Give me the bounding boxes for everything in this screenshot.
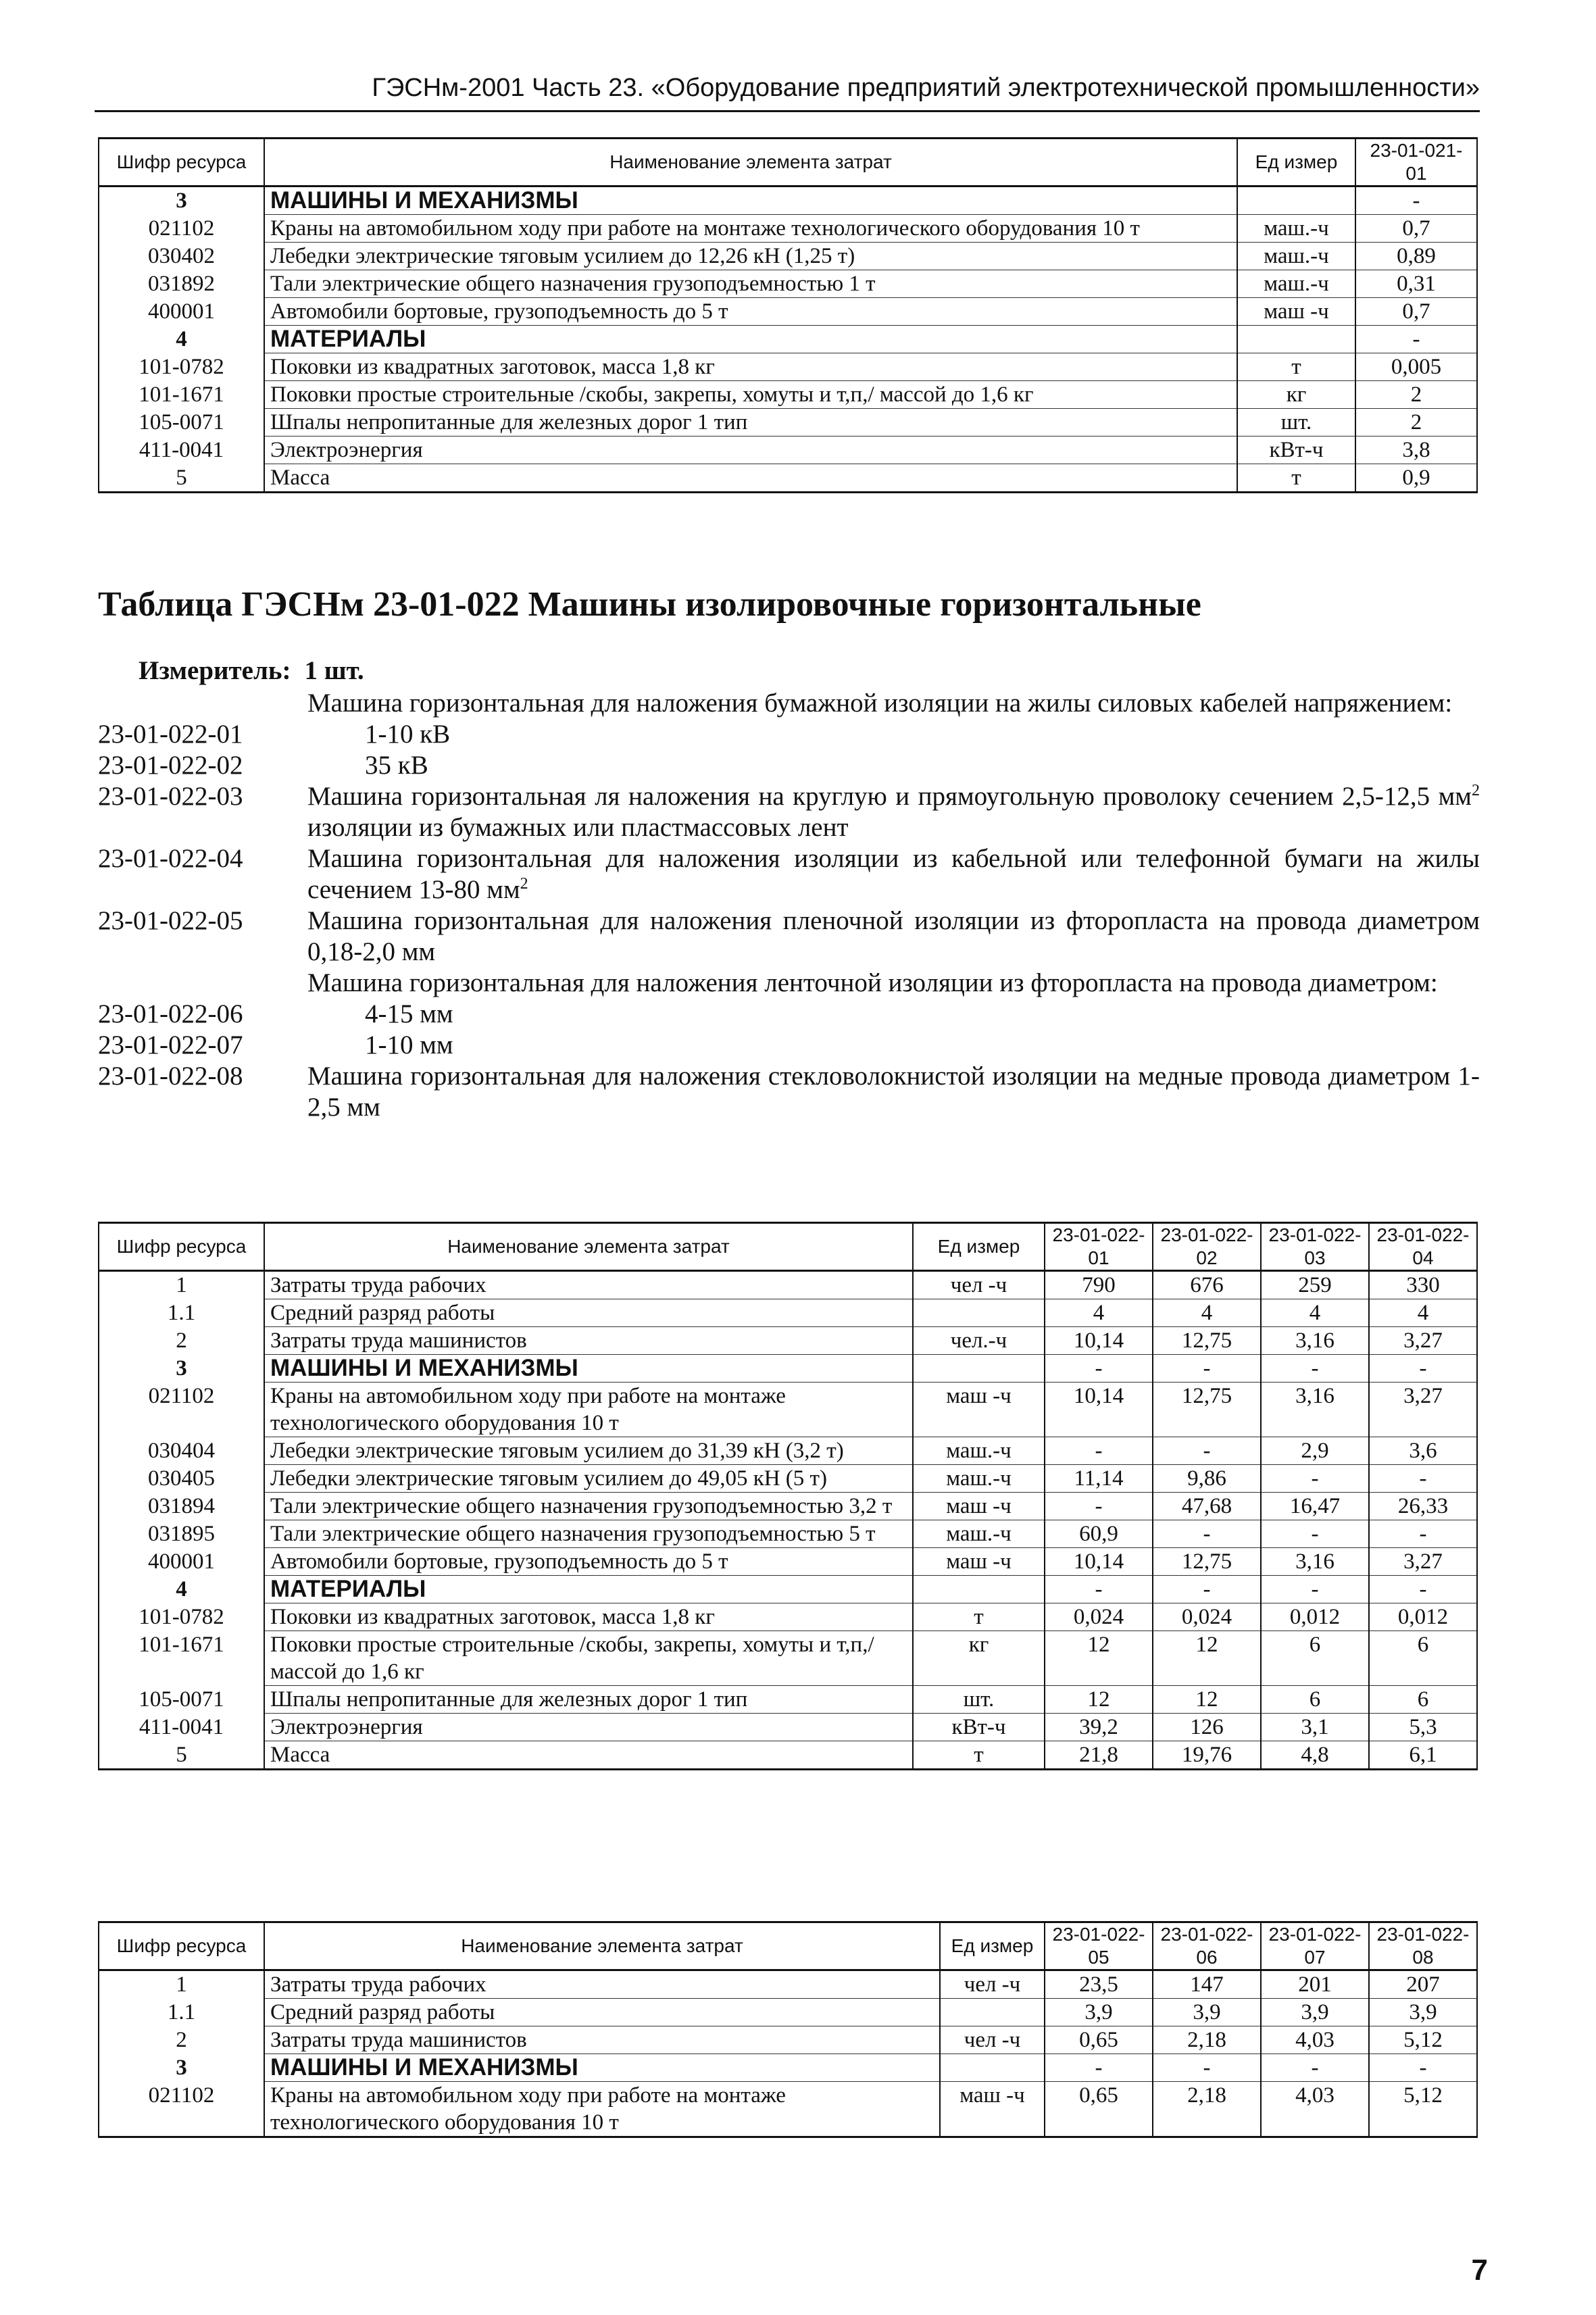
superscript: 2: [520, 875, 528, 893]
variant-description: [365, 999, 1480, 1030]
variant-code: 23-01-022-02: [98, 751, 243, 780]
value-cell: 10,14: [1045, 1383, 1153, 1437]
value-cell: 3,6: [1369, 1437, 1477, 1465]
value-cell: 0,012: [1369, 1603, 1477, 1631]
value-cell: 12,75: [1153, 1327, 1261, 1355]
value-cell: -: [1369, 1520, 1477, 1548]
page-number: 7: [1471, 2254, 1488, 2287]
resource-name: Масса: [264, 464, 1237, 493]
value-cell: 3,1: [1261, 1714, 1369, 1741]
value-cell: 60,9: [1045, 1520, 1153, 1548]
unit-cell: [1237, 186, 1355, 215]
variant-item: [98, 750, 1480, 781]
table-header-row: [99, 1922, 1477, 1970]
variant-description: [307, 781, 1480, 843]
value-cell: 2,9: [1261, 1437, 1369, 1465]
variant-text: 1-10 мм: [365, 1030, 453, 1060]
section-row: [99, 2054, 1477, 2082]
column-header: 23-01-022-05: [1045, 1922, 1153, 1970]
unit-cell: [1237, 326, 1355, 353]
value-cell: 0,9: [1355, 464, 1477, 493]
table-row: [99, 1299, 1477, 1327]
resource-name: Краны на автомобильном ходу при работе на монтаже технологического оборудования 10 т: [264, 2082, 940, 2137]
value-cell: 3,9: [1261, 1999, 1369, 2026]
value-cell: -: [1153, 2054, 1261, 2082]
resource-name: Поковки из квадратных заготовок, масса 1,8 кг: [264, 353, 1237, 381]
unit-cell: маш.-ч: [913, 1465, 1045, 1493]
value-cell: 4: [1261, 1299, 1369, 1327]
table-row: [99, 1493, 1477, 1520]
value-cell: 2,18: [1153, 2026, 1261, 2054]
unit-cell: маш -ч: [913, 1493, 1045, 1520]
value-cell: 2: [1355, 381, 1477, 409]
value-cell: 3,16: [1261, 1548, 1369, 1576]
value-cell: 6: [1369, 1686, 1477, 1714]
value-cell: 4,03: [1261, 2026, 1369, 2054]
value-cell: 0,89: [1355, 243, 1477, 270]
resource-code: 3: [99, 186, 264, 215]
resource-code: 5: [99, 1741, 264, 1770]
variant-text-tail: изоляции из бумажных или пластмассовых лент: [307, 813, 849, 842]
resource-name: МАТЕРИАЛЫ: [264, 326, 1237, 353]
resource-code: 030405: [99, 1465, 264, 1493]
table-row: [99, 1686, 1477, 1714]
variant-description: [365, 719, 1480, 750]
resource-name: Электроэнергия: [264, 1714, 913, 1741]
table-row: [99, 1548, 1477, 1576]
unit-cell: маш.-ч: [1237, 270, 1355, 298]
table-row: [99, 2026, 1477, 2054]
table-row: [99, 409, 1477, 437]
resource-name: Лебедки электрические тяговым усилием до 49,05 кН (5 т): [264, 1465, 913, 1493]
unit-cell: [913, 1576, 1045, 1603]
unit-cell: чел -ч: [913, 1271, 1045, 1299]
resource-code: 1: [99, 1271, 264, 1299]
resource-name: МАШИНЫ И МЕХАНИЗМЫ: [264, 186, 1237, 215]
value-cell: -: [1045, 1576, 1153, 1603]
section-row: [99, 186, 1477, 215]
value-cell: 0,65: [1045, 2026, 1153, 2054]
unit-cell: кВт-ч: [1237, 437, 1355, 464]
variant-code: 23-01-022-05: [98, 906, 243, 935]
resource-name: Средний разряд работы: [264, 1999, 940, 2026]
resource-code: 4: [99, 1576, 264, 1603]
value-cell: 3,9: [1153, 1999, 1261, 2026]
variant-item: [98, 719, 1480, 750]
resource-code: 411-0041: [99, 437, 264, 464]
unit-cell: т: [1237, 464, 1355, 493]
variant-description: [307, 843, 1480, 905]
variant-text: 1-10 кВ: [365, 720, 451, 749]
table-row: [99, 1437, 1477, 1465]
unit-cell: [940, 2054, 1045, 2082]
value-cell: 126: [1153, 1714, 1261, 1741]
value-cell: 26,33: [1369, 1493, 1477, 1520]
value-cell: 676: [1153, 1271, 1261, 1299]
value-cell: -: [1355, 186, 1477, 215]
value-cell: 330: [1369, 1271, 1477, 1299]
value-cell: 5,12: [1369, 2026, 1477, 2054]
unit-cell: чел -ч: [940, 2026, 1045, 2054]
unit-cell: маш -ч: [913, 1548, 1045, 1576]
section-row: [99, 326, 1477, 353]
resource-code: 400001: [99, 1548, 264, 1576]
value-cell: 12,75: [1153, 1383, 1261, 1437]
column-header: 23-01-022-02: [1153, 1223, 1261, 1271]
value-cell: 9,86: [1153, 1465, 1261, 1493]
value-cell: 3,16: [1261, 1383, 1369, 1437]
value-cell: 23,5: [1045, 1970, 1153, 1999]
variant-list: [98, 688, 1480, 1123]
table-row: [99, 243, 1477, 270]
column-header: Наименование элемента затрат: [264, 1922, 940, 1970]
value-cell: 3,27: [1369, 1548, 1477, 1576]
variant-text: Машина горизонтальная для наложения пленочной изоляции из фторопласта на провода диаметром 0,18-2,0 мм: [307, 906, 1480, 966]
variant-item: [98, 843, 1480, 905]
variant-item: [98, 999, 1480, 1030]
resource-code: 021102: [99, 2082, 264, 2137]
resource-name: Затраты труда машинистов: [264, 1327, 913, 1355]
resource-code: 3: [99, 2054, 264, 2082]
unit-cell: маш.-ч: [913, 1437, 1045, 1465]
column-header: Ед измер: [940, 1922, 1045, 1970]
resource-code: 105-0071: [99, 1686, 264, 1714]
unit-cell: [940, 1999, 1045, 2026]
value-cell: -: [1045, 1355, 1153, 1383]
unit-cell: кг: [913, 1631, 1045, 1686]
value-cell: 201: [1261, 1970, 1369, 1999]
superscript: 2: [1472, 782, 1480, 799]
section-row: [99, 1576, 1477, 1603]
value-cell: -: [1369, 1576, 1477, 1603]
resource-name: Поковки простые строительные /скобы, закрепы, хомуты и т,п,/ массой до 1,6 кг: [264, 381, 1237, 409]
resource-code: 411-0041: [99, 1714, 264, 1741]
resource-code: 4: [99, 326, 264, 353]
value-cell: 6: [1261, 1631, 1369, 1686]
value-cell: 21,8: [1045, 1741, 1153, 1770]
value-cell: 3,9: [1045, 1999, 1153, 2026]
value-cell: 3,9: [1369, 1999, 1477, 2026]
value-cell: 3,8: [1355, 437, 1477, 464]
table-row: [99, 1970, 1477, 1999]
unit-cell: [913, 1299, 1045, 1327]
value-cell: 147: [1153, 1970, 1261, 1999]
column-header: Шифр ресурса: [99, 1223, 264, 1271]
unit-cell: кВт-ч: [913, 1714, 1045, 1741]
resource-name: Краны на автомобильном ходу при работе на монтаже технологического оборудования 10 т: [264, 1383, 913, 1437]
value-cell: 6,1: [1369, 1741, 1477, 1770]
variant-description: [307, 968, 1480, 999]
value-cell: 12: [1153, 1631, 1261, 1686]
column-header: 23-01-022-03: [1261, 1223, 1369, 1271]
resource-code: 3: [99, 1355, 264, 1383]
column-header: Ед измер: [1237, 139, 1355, 186]
value-cell: -: [1261, 1355, 1369, 1383]
unit-cell: т: [913, 1603, 1045, 1631]
table-row: [99, 1327, 1477, 1355]
resource-code: 031895: [99, 1520, 264, 1548]
value-cell: 259: [1261, 1271, 1369, 1299]
table-row: [99, 1714, 1477, 1741]
variant-code: 23-01-022-07: [98, 1030, 243, 1060]
unit-cell: т: [913, 1741, 1045, 1770]
resource-name: Шпалы непропитанные для железных дорог 1 тип: [264, 1686, 913, 1714]
value-cell: 0,012: [1261, 1603, 1369, 1631]
value-cell: 47,68: [1153, 1493, 1261, 1520]
column-header: 23-01-022-04: [1369, 1223, 1477, 1271]
resource-code: 101-0782: [99, 353, 264, 381]
variant-code: 23-01-022-06: [98, 999, 243, 1028]
table-row: [99, 298, 1477, 326]
resource-code: 105-0071: [99, 409, 264, 437]
value-cell: 10,14: [1045, 1548, 1153, 1576]
resource-table-021: [98, 137, 1478, 493]
column-header: Наименование элемента затрат: [264, 139, 1237, 186]
resource-name: Поковки из квадратных заготовок, масса 1,8 кг: [264, 1603, 913, 1631]
resource-code: 030402: [99, 243, 264, 270]
resource-name: Тали электрические общего назначения грузоподъемностью 1 т: [264, 270, 1237, 298]
value-cell: 12,75: [1153, 1548, 1261, 1576]
table-row: [99, 1383, 1477, 1437]
table-header-row: [99, 1223, 1477, 1271]
value-cell: -: [1045, 1437, 1153, 1465]
value-cell: -: [1369, 1465, 1477, 1493]
meter: [139, 655, 364, 686]
column-header: 23-01-022-08: [1369, 1922, 1477, 1970]
resource-code: 1.1: [99, 1299, 264, 1327]
variant-item: [98, 1030, 1480, 1061]
resource-name: МАТЕРИАЛЫ: [264, 1576, 913, 1603]
resource-code: 2: [99, 1327, 264, 1355]
resource-code: 1.1: [99, 1999, 264, 2026]
value-cell: 790: [1045, 1271, 1153, 1299]
resource-code: 031892: [99, 270, 264, 298]
resource-name: Затраты труда машинистов: [264, 2026, 940, 2054]
column-header: 23-01-022-06: [1153, 1922, 1261, 1970]
column-header: 23-01-022-01: [1045, 1223, 1153, 1271]
table-row: [99, 2082, 1477, 2137]
resource-name: Краны на автомобильном ходу при работе на монтаже технологического оборудования 10 т: [264, 215, 1237, 243]
table-row: [99, 353, 1477, 381]
resource-code: 101-1671: [99, 1631, 264, 1686]
value-cell: -: [1153, 1437, 1261, 1465]
page-header: ГЭСНм-2001 Часть 23. «Оборудование предприятий электротехнической промышленности»: [95, 71, 1480, 112]
variant-description: [365, 1030, 1480, 1061]
table-row: [99, 437, 1477, 464]
value-cell: 4,03: [1261, 2082, 1369, 2137]
resource-code: 5: [99, 464, 264, 493]
resource-name: Шпалы непропитанные для железных дорог 1 тип: [264, 409, 1237, 437]
resource-name: МАШИНЫ И МЕХАНИЗМЫ: [264, 2054, 940, 2082]
resource-code: 101-0782: [99, 1603, 264, 1631]
unit-cell: т: [1237, 353, 1355, 381]
value-cell: -: [1153, 1520, 1261, 1548]
unit-cell: кг: [1237, 381, 1355, 409]
variant-text: 4-15 мм: [365, 999, 453, 1028]
unit-cell: маш.-ч: [913, 1520, 1045, 1548]
variant-item: [98, 968, 1480, 999]
unit-cell: маш.-ч: [1237, 215, 1355, 243]
column-header: 23-01-021-01: [1355, 139, 1477, 186]
value-cell: 4: [1153, 1299, 1261, 1327]
resource-code: 400001: [99, 298, 264, 326]
table-row: [99, 270, 1477, 298]
table-row: [99, 1520, 1477, 1548]
table-row: [99, 1999, 1477, 2026]
value-cell: 3,16: [1261, 1327, 1369, 1355]
resource-name: МАШИНЫ И МЕХАНИЗМЫ: [264, 1355, 913, 1383]
column-header: 23-01-022-07: [1261, 1922, 1369, 1970]
variant-text: Машина горизонтальная для наложения бумажной изоляции на жилы силовых кабелей напряжением:: [307, 689, 1453, 718]
value-cell: -: [1153, 1576, 1261, 1603]
value-cell: 6: [1261, 1686, 1369, 1714]
value-cell: -: [1261, 1576, 1369, 1603]
variant-description: [307, 905, 1480, 968]
variant-item: [98, 781, 1480, 843]
value-cell: 16,47: [1261, 1493, 1369, 1520]
resource-name: Тали электрические общего назначения грузоподъемностью 3,2 т: [264, 1493, 913, 1520]
value-cell: 0,005: [1355, 353, 1477, 381]
variant-code: 23-01-022-01: [98, 720, 243, 749]
resource-name: Лебедки электрические тяговым усилием до 12,26 кН (1,25 т): [264, 243, 1237, 270]
table-row: [99, 1631, 1477, 1686]
resource-name: Средний разряд работы: [264, 1299, 913, 1327]
value-cell: 3,27: [1369, 1383, 1477, 1437]
unit-cell: маш -ч: [1237, 298, 1355, 326]
value-cell: 2,18: [1153, 2082, 1261, 2137]
resource-code: 030404: [99, 1437, 264, 1465]
value-cell: -: [1045, 1493, 1153, 1520]
value-cell: 5,3: [1369, 1714, 1477, 1741]
value-cell: -: [1261, 2054, 1369, 2082]
section-row: [99, 1355, 1477, 1383]
value-cell: 6: [1369, 1631, 1477, 1686]
resource-name: Электроэнергия: [264, 437, 1237, 464]
resource-code: 101-1671: [99, 381, 264, 409]
resource-name: Автомобили бортовые, грузоподъемность до 5 т: [264, 298, 1237, 326]
value-cell: 12: [1045, 1686, 1153, 1714]
table-row: [99, 1603, 1477, 1631]
resource-name: Затраты труда рабочих: [264, 1970, 940, 1999]
unit-cell: [913, 1355, 1045, 1383]
variant-description: [365, 750, 1480, 781]
value-cell: 3,27: [1369, 1327, 1477, 1355]
unit-cell: шт.: [1237, 409, 1355, 437]
value-cell: 0,024: [1045, 1603, 1153, 1631]
value-cell: 0,65: [1045, 2082, 1153, 2137]
value-cell: 11,14: [1045, 1465, 1153, 1493]
resource-code: 1: [99, 1970, 264, 1999]
value-cell: -: [1153, 1355, 1261, 1383]
resource-table-022-a: [98, 1222, 1478, 1770]
resource-code: 2: [99, 2026, 264, 2054]
unit-cell: маш -ч: [913, 1383, 1045, 1437]
variant-item: [98, 1061, 1480, 1123]
table-row: [99, 381, 1477, 409]
unit-cell: маш -ч: [940, 2082, 1045, 2137]
value-cell: 19,76: [1153, 1741, 1261, 1770]
value-cell: -: [1261, 1520, 1369, 1548]
resource-code: 021102: [99, 215, 264, 243]
column-header: Шифр ресурса: [99, 139, 264, 186]
variant-code: 23-01-022-08: [98, 1062, 243, 1091]
value-cell: 207: [1369, 1970, 1477, 1999]
column-header: Шифр ресурса: [99, 1922, 264, 1970]
value-cell: -: [1045, 2054, 1153, 2082]
value-cell: -: [1369, 2054, 1477, 2082]
value-cell: 0,7: [1355, 215, 1477, 243]
variant-item: [98, 905, 1480, 968]
variant-text: Машина горизонтальная для наложения стекловолокнистой изоляции на медные провода диаметром 1-2,5 мм: [307, 1062, 1480, 1122]
meter-value: 1 шт.: [304, 656, 364, 685]
variant-text: Машина горизонтальная ля наложения на круглую и прямоугольную проволоку сечением 2,5-12,5 мм: [307, 782, 1472, 811]
value-cell: 5,12: [1369, 2082, 1477, 2137]
table-header-row: [99, 139, 1477, 186]
value-cell: -: [1261, 1465, 1369, 1493]
resource-name: Автомобили бортовые, грузоподъемность до 5 т: [264, 1548, 913, 1576]
value-cell: 12: [1153, 1686, 1261, 1714]
value-cell: 4: [1369, 1299, 1477, 1327]
resource-name: Масса: [264, 1741, 913, 1770]
resource-name: Лебедки электрические тяговым усилием до 31,39 кН (3,2 т): [264, 1437, 913, 1465]
variant-text: 35 кВ: [365, 751, 428, 780]
unit-cell: шт.: [913, 1686, 1045, 1714]
value-cell: 0,31: [1355, 270, 1477, 298]
variant-text: Машина горизонтальная для наложения изоляции из кабельной или телефонной бумаги на жилы сечением 13-80 мм: [307, 844, 1480, 904]
unit-cell: маш.-ч: [1237, 243, 1355, 270]
table-row: [99, 1741, 1477, 1770]
value-cell: -: [1369, 1355, 1477, 1383]
table-row: [99, 1465, 1477, 1493]
value-cell: 2: [1355, 409, 1477, 437]
resource-code: 021102: [99, 1383, 264, 1437]
resource-code: 031894: [99, 1493, 264, 1520]
unit-cell: чел.-ч: [913, 1327, 1045, 1355]
table-row: [99, 1271, 1477, 1299]
variant-text: Машина горизонтальная для наложения ленточной изоляции из фторопласта на провода диаметром:: [307, 968, 1438, 997]
value-cell: -: [1355, 326, 1477, 353]
resource-name: Поковки простые строительные /скобы, закрепы, хомуты и т,п,/ массой до 1,6 кг: [264, 1631, 913, 1686]
value-cell: 0,024: [1153, 1603, 1261, 1631]
resource-name: Затраты труда рабочих: [264, 1271, 913, 1299]
resource-name: Тали электрические общего назначения грузоподъемностью 5 т: [264, 1520, 913, 1548]
variant-code: 23-01-022-03: [98, 782, 243, 811]
value-cell: 4,8: [1261, 1741, 1369, 1770]
variant-item: [98, 688, 1480, 719]
value-cell: 0,7: [1355, 298, 1477, 326]
value-cell: 10,14: [1045, 1327, 1153, 1355]
resource-table-022-b: [98, 1921, 1478, 2138]
variant-description: [307, 688, 1480, 719]
column-header: Наименование элемента затрат: [264, 1223, 913, 1271]
value-cell: 12: [1045, 1631, 1153, 1686]
variant-description: [307, 1061, 1480, 1123]
value-cell: 39,2: [1045, 1714, 1153, 1741]
section-title: Таблица ГЭСНм 23-01-022 Машины изолировочные горизонтальные: [98, 585, 1201, 624]
column-header: Ед измер: [913, 1223, 1045, 1271]
table-row: [99, 215, 1477, 243]
variant-code: 23-01-022-04: [98, 844, 243, 873]
unit-cell: чел -ч: [940, 1970, 1045, 1999]
value-cell: 4: [1045, 1299, 1153, 1327]
meter-label: Измеритель:: [139, 656, 291, 685]
table-row: [99, 464, 1477, 493]
